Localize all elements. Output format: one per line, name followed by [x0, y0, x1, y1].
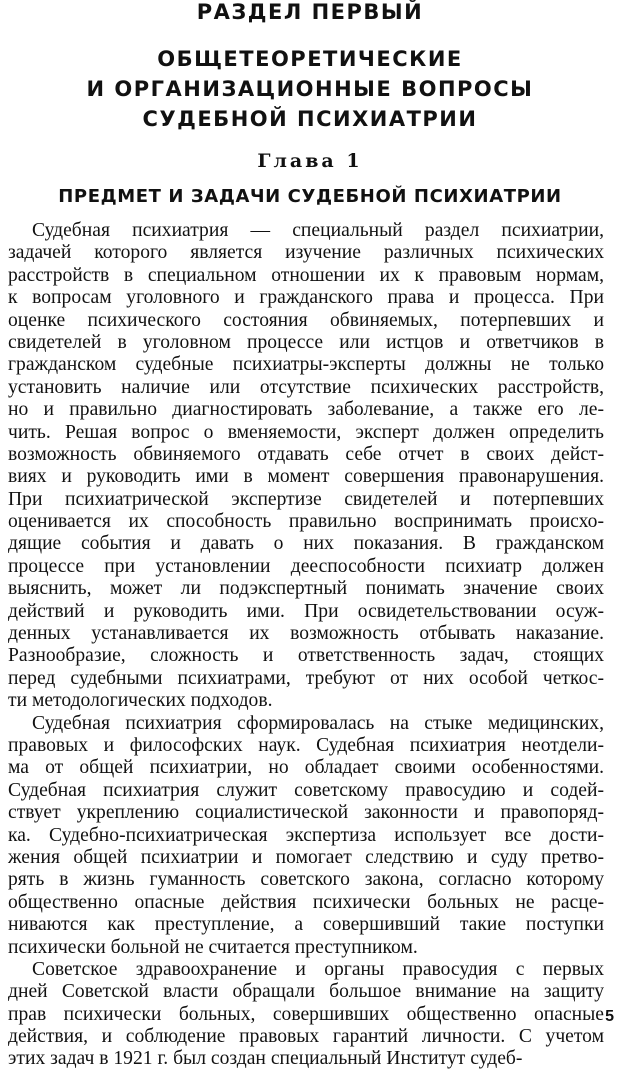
text-line: ка. Судебно-психиатрическая экспертиза использует все дости-	[8, 824, 604, 846]
part-title-line: СУДЕБНОЙ ПСИХИАТРИИ	[142, 107, 478, 131]
text-line: действия, и соблюдение правовых гарантий личности. С учетом	[8, 1026, 604, 1048]
text-line: процессе при установлении дееспособности психиатр должен	[8, 555, 604, 577]
text-line: расстройств в специальном отношении их к правовым нормам,	[8, 264, 604, 286]
text-line: Судебная психиатрия сформировалась на стыке медицинских,	[32, 712, 604, 734]
text-line: выяснить, может ли подэкспертный понимать значение своих	[8, 578, 604, 600]
part-title-line: ОБЩЕТЕОРЕТИЧЕСКИЕ	[157, 47, 463, 71]
text-line: Разнообразие, сложность и ответственность задач, стоящих	[8, 645, 604, 667]
part-title	[0, 44, 620, 134]
text-line: к вопросам уголовного и гражданского права и процесса. При	[8, 287, 604, 309]
paragraph	[8, 220, 604, 713]
text-line: установить наличие или отсутствие психических расстройств,	[8, 376, 604, 398]
chapter-number: Глава 1	[257, 150, 363, 172]
text-line: дящие события и давать о них показания. В гражданском	[8, 533, 604, 555]
text-line: психически больной не считается преступником.	[8, 936, 418, 958]
text-line: свидетелей в уголовном процессе или истцов и ответчиков в	[8, 331, 604, 353]
text-line: Советское здравоохранение и органы правосудия с первых	[32, 958, 604, 980]
text-line: дней Советской власти обращали большое внимание на защиту	[8, 981, 604, 1003]
text-line: виях и руководить ими в момент совершения правонарушения.	[8, 466, 604, 488]
text-line: денных устанавливается их возможность отбывать наказание.	[8, 623, 604, 645]
text-line: оценивается их способность правильно воспринимать происхо-	[8, 511, 604, 533]
text-line: общественно опасные действия психически больных не расце-	[8, 891, 604, 913]
text-line: ниваются как преступление, а совершивший такие поступки	[8, 914, 604, 936]
text-line: ствует укреплению социалистической законности и правопоряд-	[8, 802, 604, 824]
text-line: чить. Решая вопрос о вменяемости, эксперт должен определить	[8, 421, 604, 443]
text-line: оценке психического состояния обвиняемых, потерпевших и	[8, 309, 604, 331]
text-line: гражданском судебные психиатры-эксперты должны не только	[8, 354, 604, 376]
text-line: прав психически больных, совершивших общественно опасные	[8, 1003, 604, 1025]
text-line: правовых и философских наук. Судебная психиатрия неотдели-	[8, 734, 604, 756]
text-line: перед судебными психиатрами, требуют от них особой четкос-	[8, 667, 604, 689]
text-line: задачей которого является изучение различных психических	[8, 242, 604, 264]
page-number: 5	[605, 1008, 614, 1025]
text-line: Судебная психиатрия служит советскому правосудию и содей-	[8, 779, 604, 801]
paragraph	[8, 713, 604, 959]
text-line: ма от общей психиатрии, но обладает своими особенностями.	[8, 757, 604, 779]
text-line: рять в жизнь гуманность советского закона, согласно которому	[8, 869, 604, 891]
text-line: действий и руководить ими. При освидетельствовании осуж-	[8, 600, 604, 622]
text-line: жения общей психиатрии и помогает следствию и суду претво-	[8, 846, 604, 868]
part-title-line: И ОРГАНИЗАЦИОННЫЕ ВОПРОСЫ	[86, 77, 534, 101]
chapter-title: ПРЕДМЕТ И ЗАДАЧИ СУДЕБНОЙ ПСИХИАТРИИ	[58, 186, 562, 207]
text-line: возможность обвиняемого отдавать себе отчет в своих дейст-	[8, 443, 604, 465]
text-line: Судебная психиатрия — специальный раздел психиатрии,	[32, 220, 604, 241]
text-line: этих задач в 1921 г. был создан специальный Институт судеб-	[8, 1048, 523, 1070]
text-line: но и правильно диагностировать заболевание, а также его ле-	[8, 399, 604, 421]
section-heading: РАЗДЕЛ ПЕРВЫЙ	[196, 0, 424, 24]
paragraph	[8, 959, 604, 1071]
text-line: ти методологических подходов.	[8, 690, 273, 712]
text-line: При психиатрической экспертизе свидетелей и потерпевших	[8, 488, 604, 510]
body-text	[8, 220, 604, 1071]
